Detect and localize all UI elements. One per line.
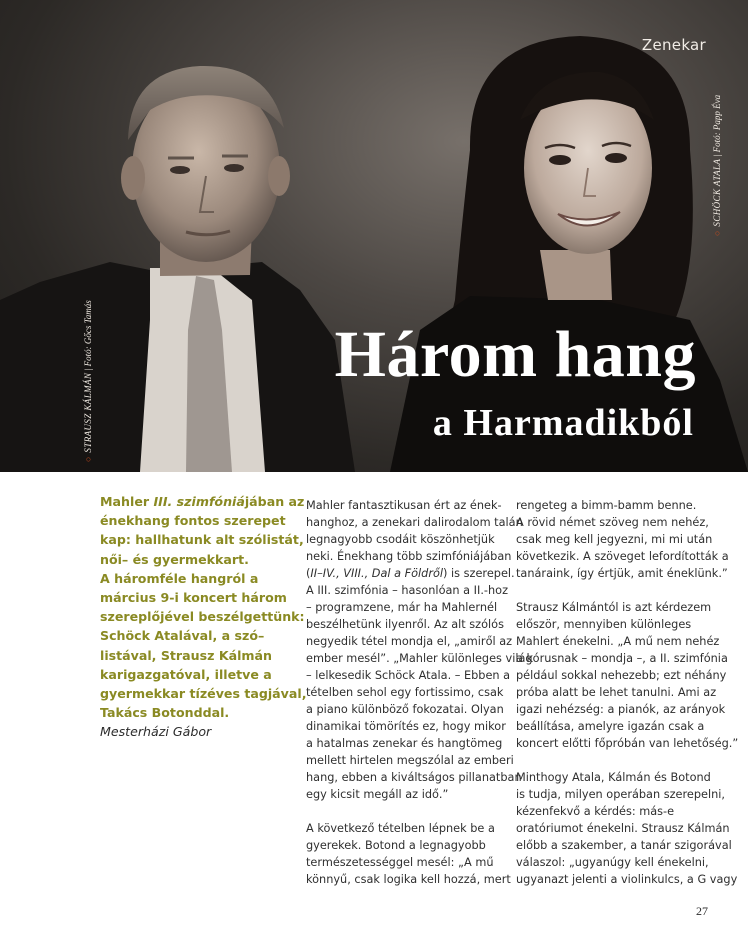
section-label: Zenekar bbox=[641, 36, 706, 54]
article-title: Három hang bbox=[334, 318, 696, 391]
lead-line: listával, Strausz Kálmán bbox=[100, 647, 272, 663]
body-line: könnyű, csak logika kell hozzá, mert bbox=[306, 873, 511, 886]
body-line: mellett hirtelen megszólal az emberi bbox=[306, 754, 514, 767]
photo-credit-left: ○STRAUSZ KÁLMÁN | Fotó: Gőcs Tamás bbox=[83, 300, 93, 462]
body-line: igazi nehézség: a pianók, az arányok bbox=[516, 703, 726, 716]
body-line: a kórusnak – mondja –, a II. szimfónia bbox=[516, 652, 728, 665]
paragraph-gap bbox=[516, 752, 738, 769]
body-line: legnagyobb csodáit köszönhetjük bbox=[306, 533, 495, 546]
body-line: először, mennyiben különleges bbox=[516, 618, 692, 631]
body-line: koncert előtti főpróbán van lehetőség.” bbox=[516, 737, 739, 750]
body-line: természetességgel mesél: „A mű bbox=[306, 856, 494, 869]
body-line: kézenfekvő a kérdés: más-e bbox=[516, 805, 675, 818]
lead-text: jában az bbox=[244, 494, 305, 509]
body-text: ) is szerepel. bbox=[443, 567, 515, 580]
lead-line: szereplőjével beszélgettünk: bbox=[100, 609, 305, 625]
body-line: egy kicsit megáll az idő.” bbox=[306, 788, 449, 801]
body-line: hanghoz, a zenekari dalirodalom talán bbox=[306, 516, 523, 529]
body-line: ugyanazt jelenti a violinkulcs, a G vagy bbox=[516, 873, 738, 886]
lead-line: gyermekkar tízéves tagjával, bbox=[100, 686, 307, 702]
body-line: ember mesél”. „Mahler különleges világ bbox=[306, 652, 533, 665]
body-line: Mahler fantasztikusan ért az ének- bbox=[306, 499, 502, 512]
body-line: beszélhetünk ilyenről. Az alt szólós bbox=[306, 618, 504, 631]
body-column-2 bbox=[516, 497, 738, 888]
article-subtitle: a Harmadikból bbox=[432, 402, 694, 444]
lead-line: karigazgatóval, illetve a bbox=[100, 666, 272, 682]
body-line: válaszol: „ugyanúgy kell énekelni, bbox=[516, 856, 709, 869]
lead-line: kap: hallhatunk alt szólistát, bbox=[100, 532, 304, 548]
body-line: beállítása, amelyre igazán csak a bbox=[516, 720, 705, 733]
article-author: Mesterházi Gábor bbox=[100, 724, 212, 740]
body-column-1 bbox=[306, 497, 533, 888]
page-number: 27 bbox=[696, 904, 708, 918]
credit-person: STRAUSZ KÁLMÁN bbox=[83, 372, 93, 453]
lead-line: március 9-i koncert három bbox=[100, 590, 287, 606]
credit-photographer: Fotó: Papp Éva bbox=[712, 94, 722, 153]
body-text: ( bbox=[306, 567, 311, 580]
body-line: próba alatt be lehet tanulni. Ami az bbox=[516, 686, 717, 699]
paragraph-gap bbox=[516, 582, 738, 599]
body-line: negyedik tétel mondja el, „amiről az bbox=[306, 635, 513, 648]
body-line: – programzene, már ha Mahlernél bbox=[306, 601, 498, 614]
body-line: Minthogy Atala, Kálmán és Botond bbox=[516, 771, 711, 784]
body-line: csak meg kell jegyezni, mi mi után bbox=[516, 533, 713, 546]
credit-person: SCHÖCK ATALA bbox=[712, 158, 722, 227]
lead-line: Takács Botonddal. bbox=[100, 705, 230, 721]
paragraph-gap bbox=[306, 803, 518, 820]
lead-line: énekhang fontos szerepet bbox=[100, 513, 286, 529]
body-line: is tudja, milyen operában szerepelni, bbox=[516, 788, 725, 801]
lead-italic-title: III. szimfóniá bbox=[153, 494, 245, 509]
lead-line: Schöck Atalával, a szó– bbox=[100, 628, 265, 644]
lead-line bbox=[100, 492, 305, 511]
circle-bullet-icon: ○ bbox=[83, 456, 93, 462]
cover-photo bbox=[0, 0, 748, 472]
body-line: Strausz Kálmántól is azt kérdezem bbox=[516, 601, 712, 614]
body-line: a hatalmas zenekar és hangtömeg bbox=[306, 737, 503, 750]
body-line: gyerekek. Botond a legnagyobb bbox=[306, 839, 486, 852]
credit-photographer: Fotó: Gőcs Tamás bbox=[83, 300, 93, 367]
body-line: A III. szimfónia – hasonlóan a II.-hoz bbox=[306, 584, 509, 597]
body-line: A rövid német szöveg nem nehéz, bbox=[516, 516, 709, 529]
body-line: következik. A szöveget lefordították a bbox=[516, 550, 729, 563]
body-line: rengeteg a bimm-bamm benne. bbox=[516, 499, 697, 512]
lead-line: női– és gyermekkart. bbox=[100, 551, 249, 567]
body-italic-works: II–IV., VIII., Dal a Földről bbox=[310, 567, 444, 580]
body-line: tételben sehol egy fortissimo, csak bbox=[306, 686, 504, 699]
circle-bullet-icon: ○ bbox=[712, 230, 722, 236]
lead-text: Mahler bbox=[100, 494, 154, 509]
body-line: A következő tételben lépnek be a bbox=[306, 822, 495, 835]
body-line: tanáraink, így értjük, amit éneklünk.” bbox=[516, 567, 728, 580]
article-lead bbox=[100, 492, 307, 742]
body-line: hang, ebben a kiváltságos pillanatban bbox=[306, 771, 522, 784]
body-line: dinamikai tömörítés ez, hogy mikor bbox=[306, 720, 506, 733]
photo-credit-right: ○SCHÖCK ATALA | Fotó: Papp Éva bbox=[712, 94, 722, 236]
body-line: Mahlert énekelni. „A mű nem nehéz bbox=[516, 635, 720, 648]
body-line bbox=[306, 565, 518, 582]
body-line: például sokkal nehezebb; ezt néhány bbox=[516, 669, 727, 682]
body-line: oratóriumot énekelni. Strausz Kálmán bbox=[516, 822, 730, 835]
body-line: – lelkesedik Schöck Atala. – Ebben a bbox=[306, 669, 511, 682]
body-line: neki. Énekhang több szimfóniájában bbox=[306, 550, 512, 563]
body-line: a piano különböző fokozatai. Olyan bbox=[306, 703, 504, 716]
body-line: előbb a szakember, a tanár szigorával bbox=[516, 839, 732, 852]
lead-line: A háromféle hangról a bbox=[100, 570, 259, 586]
